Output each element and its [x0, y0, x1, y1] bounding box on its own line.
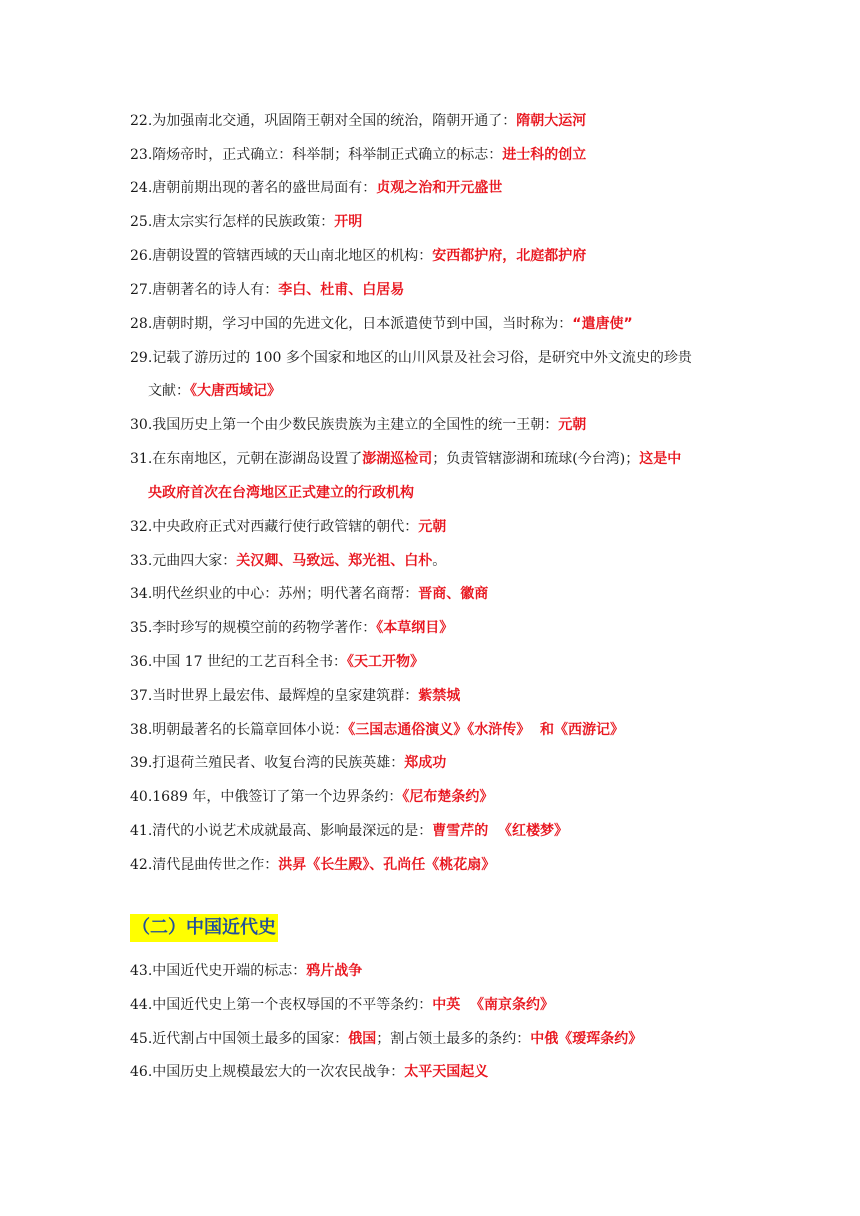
item-answer: 中英 《南京条约》	[432, 997, 555, 1013]
list-item	[130, 618, 730, 638]
item-number: 26.	[130, 248, 153, 264]
item-number: 24.	[130, 180, 153, 196]
item-number: 43.	[130, 963, 153, 979]
list-item	[130, 551, 730, 571]
item-text: 1689 年，中俄签订了第一个边界条约：	[152, 789, 403, 805]
item-number: 32.	[130, 519, 153, 535]
list-item	[130, 449, 730, 469]
item-answer: 元朝	[558, 417, 587, 433]
item-text: 中国近代史上第一个丧权辱国的不平等条约：	[152, 997, 433, 1013]
list-item	[130, 720, 730, 740]
list-item-continuation	[148, 483, 748, 503]
item-number: 44.	[130, 997, 153, 1013]
item-text: 明代丝织业的中心：苏州；明代著名商帮：	[152, 586, 419, 602]
item-text: 唐朝时期，学习中国的先进文化，日本派遣使节到中国，当时称为：	[152, 316, 573, 332]
item-answer: 中俄《瑷珲条约》	[530, 1031, 643, 1047]
item-answer: 洪昇《长生殿》、孔尚任《桃花扇》	[278, 857, 496, 873]
item-number: 33.	[130, 553, 153, 569]
list-item	[130, 1062, 730, 1082]
item-text: 唐朝设置的管辖西域的天山南北地区的机构：	[152, 248, 433, 264]
list-item	[130, 246, 730, 266]
item-text: 在东南地区，元朝在澎湖岛设置了	[152, 451, 363, 467]
item-text: 中国历史上规模最宏大的一次农民战争：	[152, 1064, 405, 1080]
item-text: 元曲四大家：	[152, 553, 237, 569]
list-item	[130, 314, 730, 334]
item-number: 46.	[130, 1064, 153, 1080]
item-number: 27.	[130, 282, 153, 298]
section-heading: （二）中国近代史	[130, 914, 278, 942]
list-item	[130, 753, 730, 773]
item-answer: 元朝	[418, 519, 447, 535]
item-answer: 晋商、徽商	[418, 586, 489, 602]
list-item	[130, 348, 730, 368]
list-item	[130, 686, 730, 706]
list-item	[130, 111, 730, 131]
list-item	[130, 212, 730, 232]
item-answer: “遣唐使”	[572, 316, 633, 332]
item-text: 隋炀帝时，正式确立：科举制；科举制正式确立的标志：	[152, 147, 503, 163]
item-text: 当时世界上最宏伟、最辉煌的皇家建筑群：	[152, 688, 419, 704]
item-answer: 《本草纲目》	[376, 620, 454, 636]
item-number: 39.	[130, 755, 153, 771]
item-answer: 贞观之治和开元盛世	[376, 180, 503, 196]
item-answer: 《尼布楚条约》	[402, 789, 494, 805]
item-text: 李时珍写的规模空前的药物学著作：	[152, 620, 377, 636]
item-answer: 《三国志通俗演义》《水浒传》 和《西游记》	[348, 722, 625, 738]
item-answer: 关汉卿、马致远、郑光祖、白朴	[236, 553, 433, 569]
item-number: 45.	[130, 1031, 153, 1047]
item-answer: 央政府首次在台湾地区正式建立的行政机构	[148, 485, 414, 501]
item-text: 明朝最著名的长篇章回体小说：	[152, 722, 349, 738]
list-item	[130, 415, 730, 435]
item-answer: 曹雪芹的 《红楼梦》	[432, 823, 569, 839]
item-text: 清代的小说艺术成就最高、影响最深远的是：	[152, 823, 433, 839]
item-answer: 《大唐西域记》	[190, 383, 281, 399]
list-item	[130, 995, 730, 1015]
item-answer: 《天工开物》	[346, 654, 424, 670]
item-number: 36.	[130, 654, 153, 670]
item-text: 记载了游历过的 100 多个国家和地区的山川风景及社会习俗，是研究中外文流史的珍贵	[152, 350, 692, 366]
list-item	[130, 821, 730, 841]
item-number: 37.	[130, 688, 153, 704]
item-text: 中国近代史开端的标志：	[152, 963, 307, 979]
item-text: 中央政府正式对西藏行使行政管辖的朝代：	[152, 519, 419, 535]
item-answer: 紫禁城	[418, 688, 461, 704]
item-number: 30.	[130, 417, 153, 433]
list-item	[130, 584, 730, 604]
list-item	[130, 1029, 730, 1049]
item-text: 。	[432, 553, 447, 569]
list-item	[130, 517, 730, 537]
item-answer: 隋朝大运河	[516, 113, 587, 129]
item-number: 38.	[130, 722, 153, 738]
item-number: 22.	[130, 113, 153, 129]
item-answer: 李白、杜甫、白居易	[278, 282, 405, 298]
item-text: ；负责管辖澎湖和琉球(今台湾)；	[432, 451, 640, 467]
item-number: 25.	[130, 214, 153, 230]
item-number: 28.	[130, 316, 153, 332]
item-text: ；割占领土最多的条约：	[376, 1031, 531, 1047]
list-item	[130, 280, 730, 300]
list-item-continuation	[148, 381, 748, 401]
item-text: 中国 17 世纪的工艺百科全书：	[152, 654, 347, 670]
list-item	[130, 652, 730, 672]
item-answer: 太平天国起义	[404, 1064, 489, 1080]
item-number: 40.	[130, 789, 153, 805]
item-number: 35.	[130, 620, 153, 636]
list-item	[130, 145, 730, 165]
item-text: 打退荷兰殖民者、收复台湾的民族英雄：	[152, 755, 405, 771]
item-text: 清代昆曲传世之作：	[152, 857, 279, 873]
item-text: 我国历史上第一个由少数民族贵族为主建立的全国性的统一王朝：	[152, 417, 559, 433]
list-item	[130, 178, 730, 198]
item-number: 34.	[130, 586, 153, 602]
item-answer: 澎湖巡检司	[362, 451, 433, 467]
item-text: 文献：	[148, 383, 190, 399]
list-item	[130, 961, 730, 981]
item-answer: 郑成功	[404, 755, 447, 771]
list-item	[130, 787, 730, 807]
item-answer: 开明	[334, 214, 363, 230]
item-answer: 鸦片战争	[306, 963, 363, 979]
item-number: 41.	[130, 823, 153, 839]
item-text: 唐太宗实行怎样的民族政策：	[152, 214, 335, 230]
item-answer: 进士科的创立	[502, 147, 587, 163]
item-number: 42.	[130, 857, 153, 873]
item-text: 为加强南北交通，巩固隋王朝对全国的统治，隋朝开通了：	[152, 113, 517, 129]
list-item	[130, 855, 730, 875]
item-text: 唐朝著名的诗人有：	[152, 282, 279, 298]
item-text: 唐朝前期出现的著名的盛世局面有：	[152, 180, 377, 196]
item-number: 29.	[130, 350, 153, 366]
item-number: 23.	[130, 147, 153, 163]
item-answer: 这是中	[639, 451, 682, 467]
item-text: 近代割占中国领土最多的国家：	[152, 1031, 349, 1047]
item-number: 31.	[130, 451, 153, 467]
item-answer: 俄国	[348, 1031, 377, 1047]
item-answer: 安西都护府，北庭都护府	[432, 248, 587, 264]
